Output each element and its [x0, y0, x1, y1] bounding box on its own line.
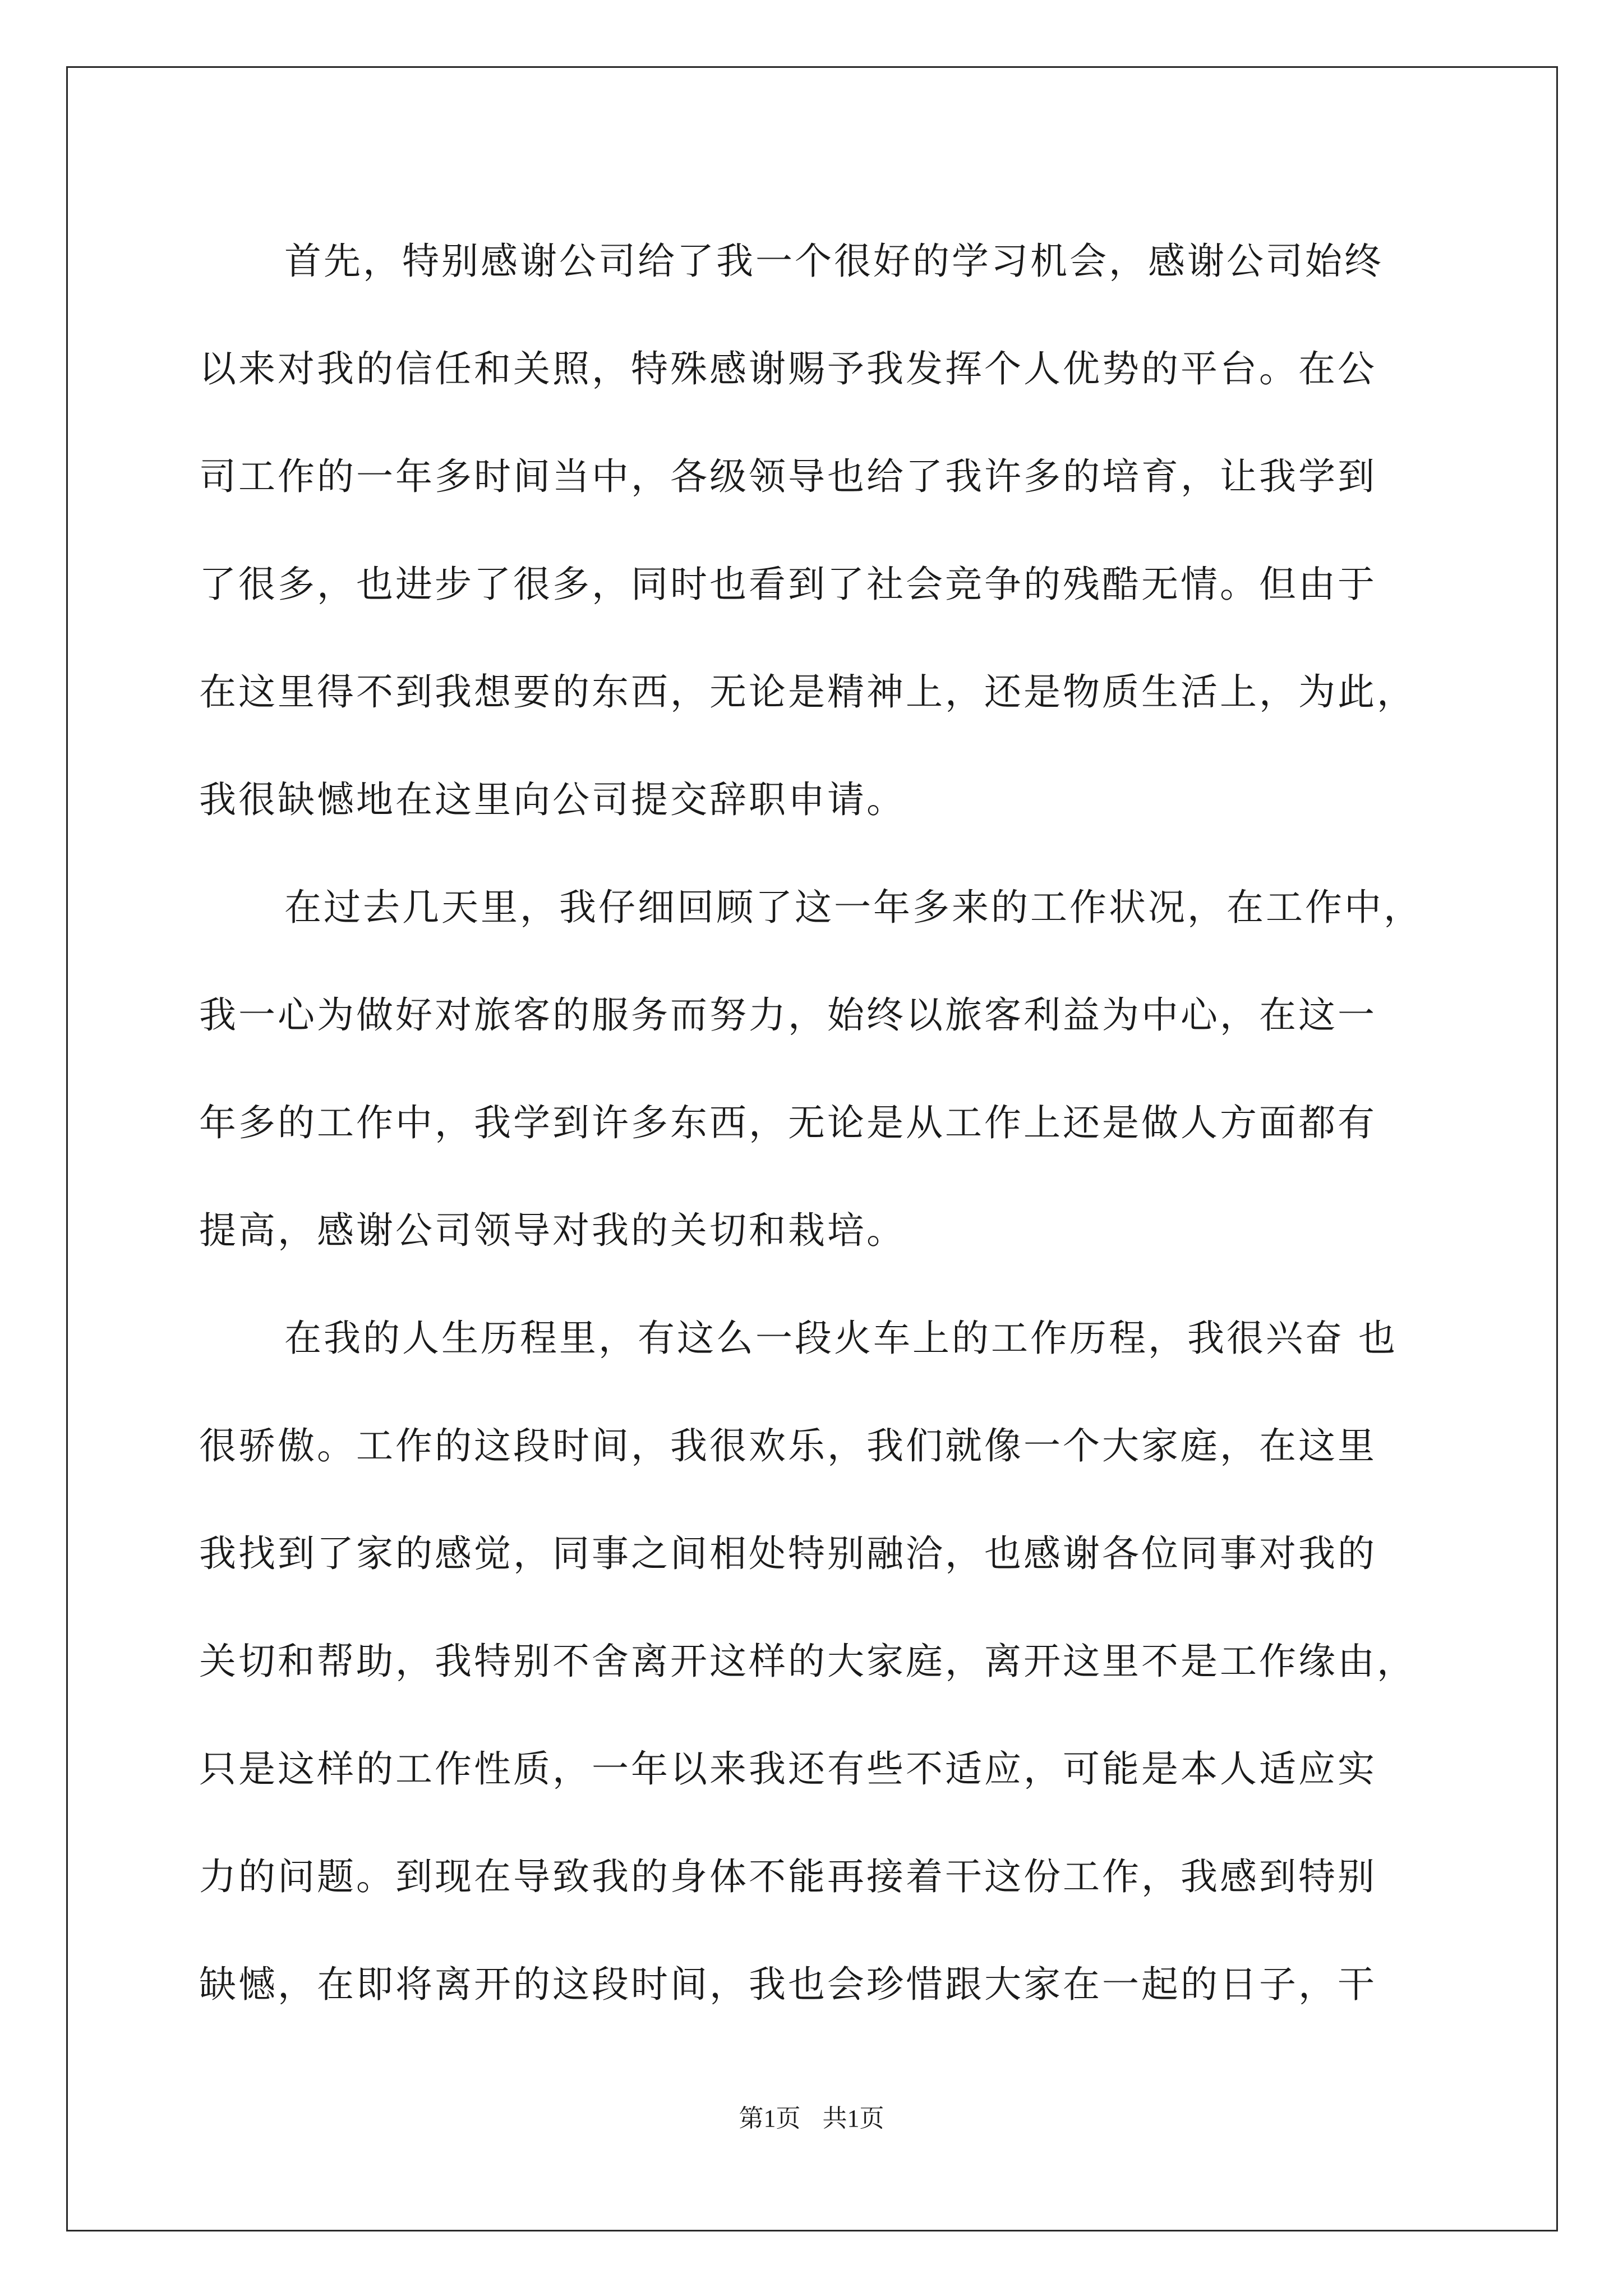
paragraph-1-line-4: 了很多，也进步了很多，同时也看到了社会竞争的残酷无情。但由于 [199, 563, 1377, 606]
paragraph-3-line-4: 关切和帮助，我特别不舍离开这样的大家庭，离开这里不是工作缘由， [199, 1640, 1416, 1683]
paragraph-3-line-1: 在我的人生历程里，有这么一段火车上的工作历程，我很兴奋 也 [284, 1317, 1398, 1360]
paragraph-2-line-2: 我一心为做好对旅客的服务而努力，始终以旅客利益为中心，在这一 [199, 993, 1377, 1037]
page-total: 共1页 [822, 2105, 884, 2132]
paragraph-2-line-1: 在过去几天里，我仔细回顾了这一年多来的工作状况，在工作中， [284, 886, 1423, 929]
paragraph-1-line-5: 在这里得不到我想要的东西，无论是精神上，还是物质生活上，为此， [199, 670, 1416, 714]
letter-body [199, 208, 1433, 2039]
paragraph-1-line-1: 首先，特别感谢公司给了我一个很好的学习机会，感谢公司始终 [284, 240, 1384, 283]
paragraph-1-line-6: 我很缺憾地在这里向公司提交辞职申请。 [199, 778, 906, 821]
paragraph-1-line-2: 以来对我的信任和关照，特殊感谢赐予我发挥个人优势的平台。在公 [199, 347, 1377, 390]
paragraph-1-line-3: 司工作的一年多时间当中，各级领导也给了我许多的培育，让我学到 [199, 455, 1377, 498]
paragraph-3-line-3: 我找到了家的感觉，同事之间相处特别融洽，也感谢各位同事对我的 [199, 1532, 1377, 1575]
paragraph-3-line-2: 很骄傲。工作的这段时间，我很欢乐，我们就像一个大家庭，在这里 [199, 1424, 1377, 1467]
page-footer [0, 2098, 1623, 2134]
paragraph-3-line-5: 只是这样的工作性质，一年以来我还有些不适应，可能是本人适应实 [199, 1747, 1377, 1791]
paragraph-3-line-6: 力的问题。到现在导致我的身体不能再接着干这份工作，我感到特别 [199, 1855, 1377, 1898]
paragraph-2-line-3: 年多的工作中，我学到许多东西，无论是从工作上还是做人方面都有 [199, 1101, 1377, 1144]
paragraph-2-line-4: 提高，感谢公司领导对我的关切和栽培。 [199, 1209, 906, 1252]
paragraph-3-line-7: 缺憾，在即将离开的这段时间，我也会珍惜跟大家在一起的日子，干 [199, 1963, 1377, 2006]
page-number: 第1页 [739, 2105, 801, 2132]
